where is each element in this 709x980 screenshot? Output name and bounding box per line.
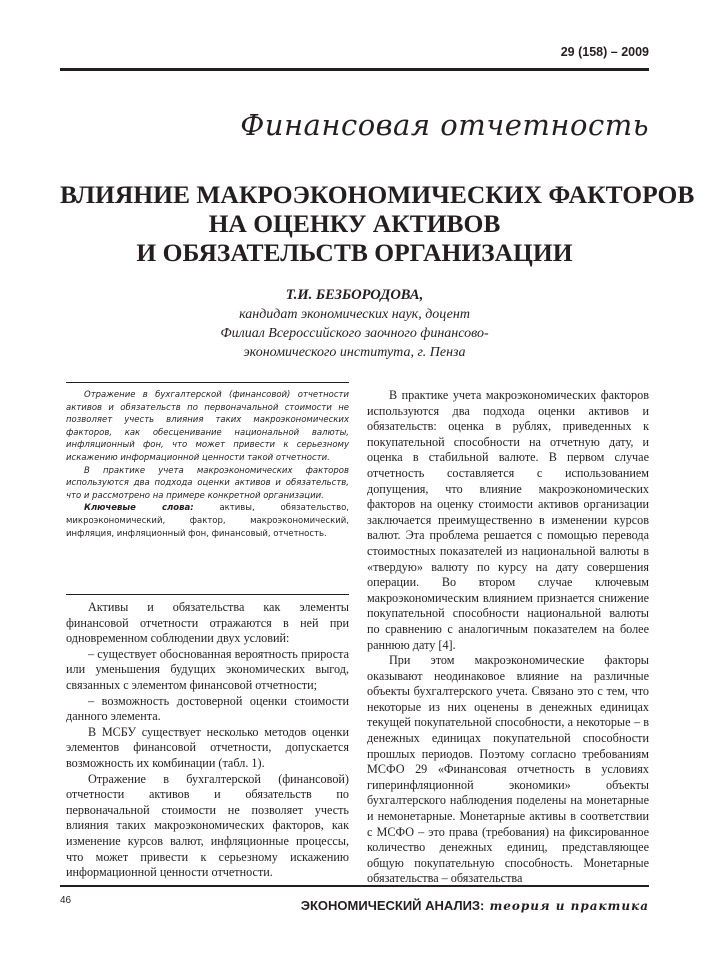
footer-rule (60, 885, 649, 887)
keywords-list: активы, обязательство, микроэкономический, фактор, макроэкономический, инфляция, инфляционный фон, финансовый, отчетность. (66, 503, 350, 539)
journal-subtitle: теория и практика (484, 899, 649, 913)
issue-number: 29 (158) – 2009 (560, 45, 649, 59)
body-paragraph: При этом макроэкономические факторы оказывают неодинаковое влияние на различные объекты бухгалтерского учета. Связано это с тем, что некоторые из них оценены в денежных единицах текущей покупательной способности, а некоторые – в денежных единицах покупательной способности прошлых периодов. Поэтому согласно требованиям МСФО 29 «Финансовая отчетность в условиях гиперинфляционной экономики» объекты бухгалтерского наблюдения поделены на монетарные и немонетарные. Монетарные активы в соответствии с МСФО – это права (требования) на фиксированное количество денежных единиц, представляющее общую покупательную способность. Монетарные обязательства – обязательства (367, 653, 649, 886)
body-column-right (367, 388, 649, 887)
page-number: 46 (60, 895, 72, 906)
abstract-paragraph: Отражение в бухгалтерской (финансовой) отчетности активов и обязательств по первоначальной стоимости не позволяет учесть влияния таких макроэкономических факторов, как обесценивание национальной валюты, инфляционный фон, что может привести к серьезному искажению информационной ценности такой отчетности. (66, 390, 349, 463)
body-paragraph: – возможность достоверной оценки стоимости данного элемента. (66, 693, 349, 724)
author-affiliation-line: кандидат экономических наук, доцент (239, 307, 470, 322)
body-column-left (66, 600, 349, 881)
body-paragraph: Активы и обязательства как элементы финансовой отчетности отражаются в ней при одновременном соблюдении двух условий: (66, 600, 349, 646)
abstract-divider (66, 594, 349, 595)
header-rule (60, 68, 649, 71)
title-line: ВЛИЯНИЕ МАКРОЭКОНОМИЧЕСКИХ ФАКТОРОВ (60, 180, 695, 209)
body-paragraph: В МСБУ существует несколько методов оценки элементов финансовой отчетности, допускается возможность их комбинации (табл. 1). (66, 724, 349, 770)
keywords-label: Ключевые слова: (84, 503, 194, 514)
abstract-paragraph: В практике учета макроэкономических факторов используются два подхода оценки активов и обязательств, что и рассмотрено на примере конкретной организации. (66, 465, 349, 501)
journal-name (301, 898, 649, 913)
title-line: И ОБЯЗАТЕЛЬСТВ ОРГАНИЗАЦИИ (136, 238, 573, 267)
title-line: НА ОЦЕНКУ АКТИВОВ (208, 209, 501, 238)
author-name: Т.И. БЕЗБОРОДОВА, (285, 287, 424, 303)
section-title: Финансовая отчетность (240, 108, 649, 142)
author-block (60, 286, 649, 362)
body-paragraph: Отражение в бухгалтерской (финансовой) отчетности активов и обязательств по первоначальной стоимости не позволяет учесть влияния таких макроэкономических факторов, как изменение курсов валют, инфляционные процессы, что может привести к серьезному искажению информационной ценности отчетности. (66, 771, 349, 880)
journal-title: ЭКОНОМИЧЕСКИЙ АНАЛИЗ: (300, 898, 485, 913)
body-paragraph: – существует обоснованная вероятность прироста или уменьшения будущих экономических выгод, связанных с элементом финансовой отчетности; (66, 646, 349, 692)
author-affiliation-line: Филиал Всероссийского заочного финансово- (220, 326, 489, 341)
body-paragraph: В практике учета макроэкономических факторов используются два подхода оценки активов и обязательств: оценка в рублях, приведенных к покупательной способности на отчетную дату, и оценка в стабильной валюте. В первом случае отчетность составляется с использованием допущения, что влияние макроэкономических факторов на оценку стоимости активов организации заключается преимущественно в изменении курсов валют. Эта проблема решается с помощью перевода стоимостных показателей из национальной валюты в «твердую» валюту по курсу на дату совершения операции. Во втором случае ключевым макроэкономическим влиянием признается снижение покупательной способности национальной валюты по сравнению с аналогичным показателем на более раннюю дату [4]. (367, 388, 649, 652)
author-affiliation-line: экономического института, г. Пенза (243, 345, 466, 360)
article-title (60, 180, 695, 267)
keywords (66, 502, 349, 540)
abstract (66, 382, 349, 540)
